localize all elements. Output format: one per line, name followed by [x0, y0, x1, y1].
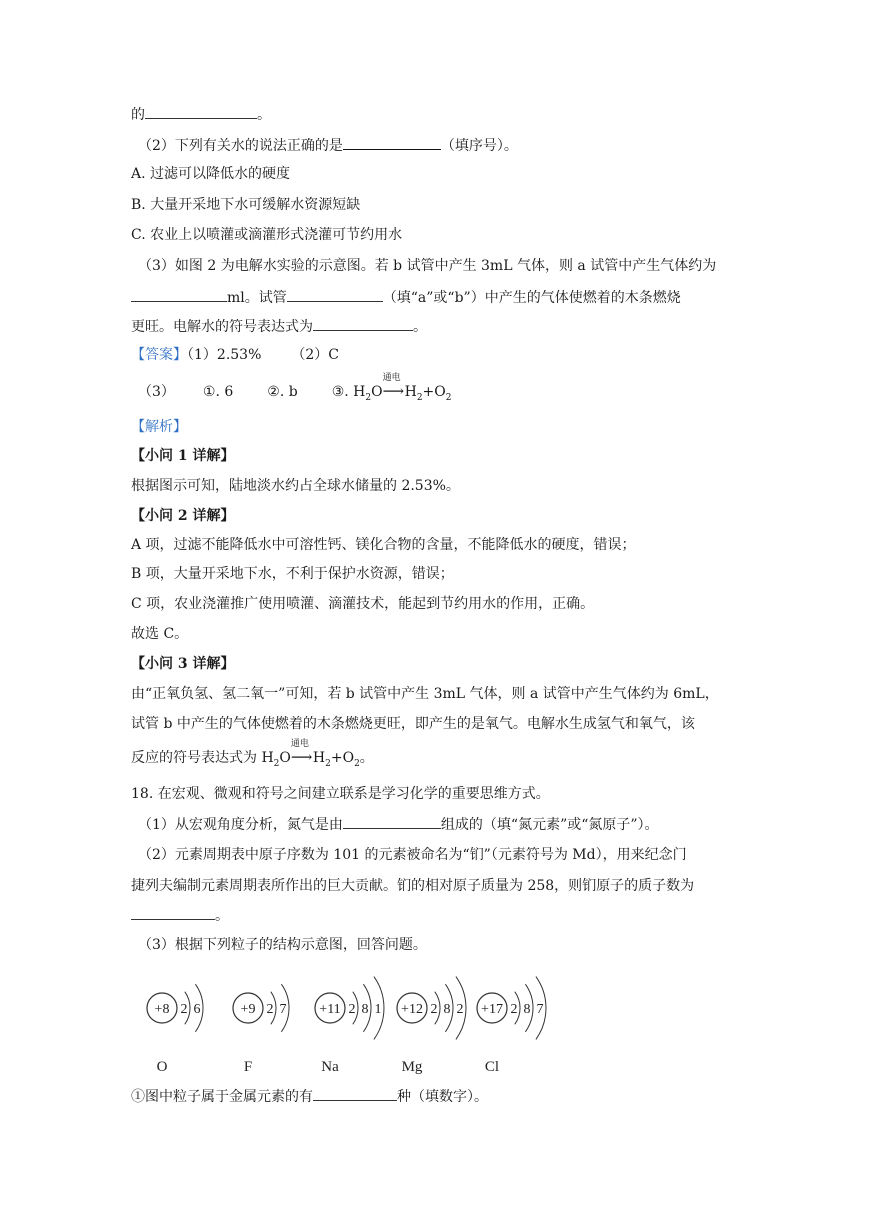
q18-part2-line1: （2）元素周期表中原子序数为 101 的元素被命名为“钔”（元素符号为 Md），用来纪念门: [138, 847, 687, 863]
sub-q3-line1: 由“正氧负氢、氢二氧一”可知，若 b 试管中产生 3mL 气体，则 a 试管中产生气体约为 6mL，: [131, 686, 719, 702]
element-symbol: Mg: [401, 1059, 423, 1075]
arrow-icon: ⟶: [290, 748, 313, 766]
sub-q3-line3: 反应的符号表达式为 $H_2O$ 通电 ⟶ $H_2+O_2$。: [131, 739, 374, 769]
q17-part3-line2-b: （填“a”或“b”）中产生的气体使燃着的木条燃烧: [382, 290, 681, 306]
answer-blank[interactable]: [343, 135, 441, 150]
electron-count: 7: [536, 1002, 544, 1017]
q17-line1: [131, 104, 271, 125]
answer-blank[interactable]: [313, 316, 413, 331]
answer-blank[interactable]: [343, 814, 441, 829]
nucleus-charge: +8: [154, 1002, 170, 1017]
atom-na: [315, 977, 384, 1075]
q17-part3-line3-a: 更旺。电解水的符号表达式为: [131, 319, 313, 335]
q17-part3-line2-a: ml。试管: [227, 290, 287, 306]
answer-line: [131, 345, 339, 365]
answer-3-ii: ②. b: [267, 384, 298, 400]
electron-count: 1: [374, 1002, 382, 1017]
arrow-condition: 通电: [290, 739, 309, 749]
electron-count: 2: [180, 1002, 188, 1017]
answer-3-i: ①. 6: [202, 384, 234, 400]
q18-part2-line3: 。: [131, 905, 229, 926]
electron-count: 8: [523, 1002, 531, 1017]
element-symbol: O: [156, 1059, 168, 1075]
electron-count: 8: [443, 1002, 451, 1017]
sub-q3-title: 【小问 3 详解】: [131, 656, 235, 672]
q17-option-c: C. 农业上以喷灌或滴灌形式浇灌可节约用水: [131, 227, 403, 243]
q17-part3-line3-b: 。: [413, 319, 427, 335]
electron-count: 2: [348, 1002, 356, 1017]
element-symbol: Cl: [484, 1059, 500, 1075]
answer-3-line: （3） ①. 6 ②. b ③. $H_2O$ 通电 ⟶ $H_2+O_2$: [138, 373, 452, 403]
sub-q2-end: 故选 C。: [131, 626, 189, 642]
q18-sub1: ①图中粒子属于金属元素的有 种（填数字）。: [131, 1086, 488, 1107]
nucleus-charge: +11: [319, 1002, 341, 1017]
reaction-arrow: [290, 739, 313, 766]
q17-option-a: A. 过滤可以降低水的硬度: [131, 166, 291, 182]
electron-count: 2: [510, 1002, 518, 1017]
sub-q1-title: 【小问 1 详解】: [131, 448, 235, 464]
q17-option-b: B. 大量开采地下水可缓解水资源短缺: [131, 197, 361, 213]
electron-count: 6: [193, 1002, 201, 1017]
q17-part2-tail: （填序号）。: [440, 138, 518, 154]
answer-2: （2）C: [291, 347, 340, 363]
q17-part2-text: （2）下列有关水的说法正确的是: [138, 138, 343, 154]
nucleus-charge: +9: [240, 1002, 256, 1017]
electron-count: 7: [279, 1002, 287, 1017]
electron-count: 2: [430, 1002, 438, 1017]
q18-stem: 18. 在宏观、微观和符号之间建立联系是学习化学的重要思维方式。: [131, 786, 550, 802]
sub-q3-line2: 试管 b 中产生的气体使燃着的木条燃烧更旺，即产生的是氧气。电解水生成氢气和氧气，该: [131, 716, 695, 732]
answer-blank[interactable]: [145, 104, 257, 119]
electron-count: 8: [361, 1002, 369, 1017]
atom-f: [233, 984, 289, 1075]
atomic-structure-diagrams: [140, 958, 580, 1083]
sub-q2-b: B 项，大量开采地下水，不利于保护水资源，错误；: [131, 566, 454, 582]
q17-part3-line1: （3）如图 2 为电解水实验的示意图。若 b 试管中产生 3mL 气体，则 a 试管中产生气体约为: [138, 258, 717, 274]
analysis-label: 【解析】: [131, 419, 187, 435]
atom-cl: [477, 977, 546, 1075]
q17-part3-line3: [131, 316, 427, 337]
answer-blank[interactable]: [287, 287, 383, 302]
element-symbol: Na: [321, 1059, 339, 1075]
q18-part2-line2: 捷列夫编制元素周期表所作出的巨大贡献。钔的相对原子质量为 258，则钔原子的质子数为: [131, 878, 695, 894]
sub-q2-title: 【小问 2 详解】: [131, 508, 235, 524]
nucleus-charge: +12: [401, 1002, 423, 1017]
element-symbol: F: [243, 1059, 253, 1075]
electron-count: 2: [266, 1002, 274, 1017]
sub-q2-a: A 项，过滤不能降低水中可溶性钙、镁化合物的含量，不能降低水的硬度，错误；: [131, 537, 636, 553]
q18-part1: （1）从宏观角度分析，氮气是由 组成的（填“氮元素”或“氮原子”）。: [138, 814, 659, 835]
nucleus-charge: +17: [481, 1002, 503, 1017]
atom-mg: [397, 977, 466, 1075]
q17-part2: [138, 135, 518, 156]
answer-label: 【答案】: [131, 347, 187, 363]
electron-count: 2: [456, 1002, 464, 1017]
atom-o: [147, 984, 203, 1075]
answer-3-iii: ③. H: [331, 384, 366, 400]
answer-blank[interactable]: [131, 905, 215, 920]
reaction-arrow: [382, 373, 405, 400]
sub-q2-c: C 项，农业浇灌推广使用喷灌、滴灌技术，能起到节约用水的作用，正确。: [131, 596, 595, 612]
sub-q1-text: 根据图示可知，陆地淡水约占全球水储量的 2.53%。: [131, 478, 460, 494]
q18-part3: （3）根据下列粒子的结构示意图，回答问题。: [138, 937, 427, 953]
arrow-condition: 通电: [382, 373, 401, 383]
answer-3-prefix: （3）: [138, 384, 175, 400]
q17-line1-text: 的: [131, 107, 145, 123]
answer-1: （1）2.53%: [187, 347, 262, 363]
q17-part3-line2: [131, 287, 681, 308]
q17-line1-end: 。: [257, 107, 271, 123]
answer-blank[interactable]: [313, 1086, 397, 1101]
answer-blank[interactable]: [131, 287, 227, 302]
arrow-icon: ⟶: [382, 382, 405, 400]
